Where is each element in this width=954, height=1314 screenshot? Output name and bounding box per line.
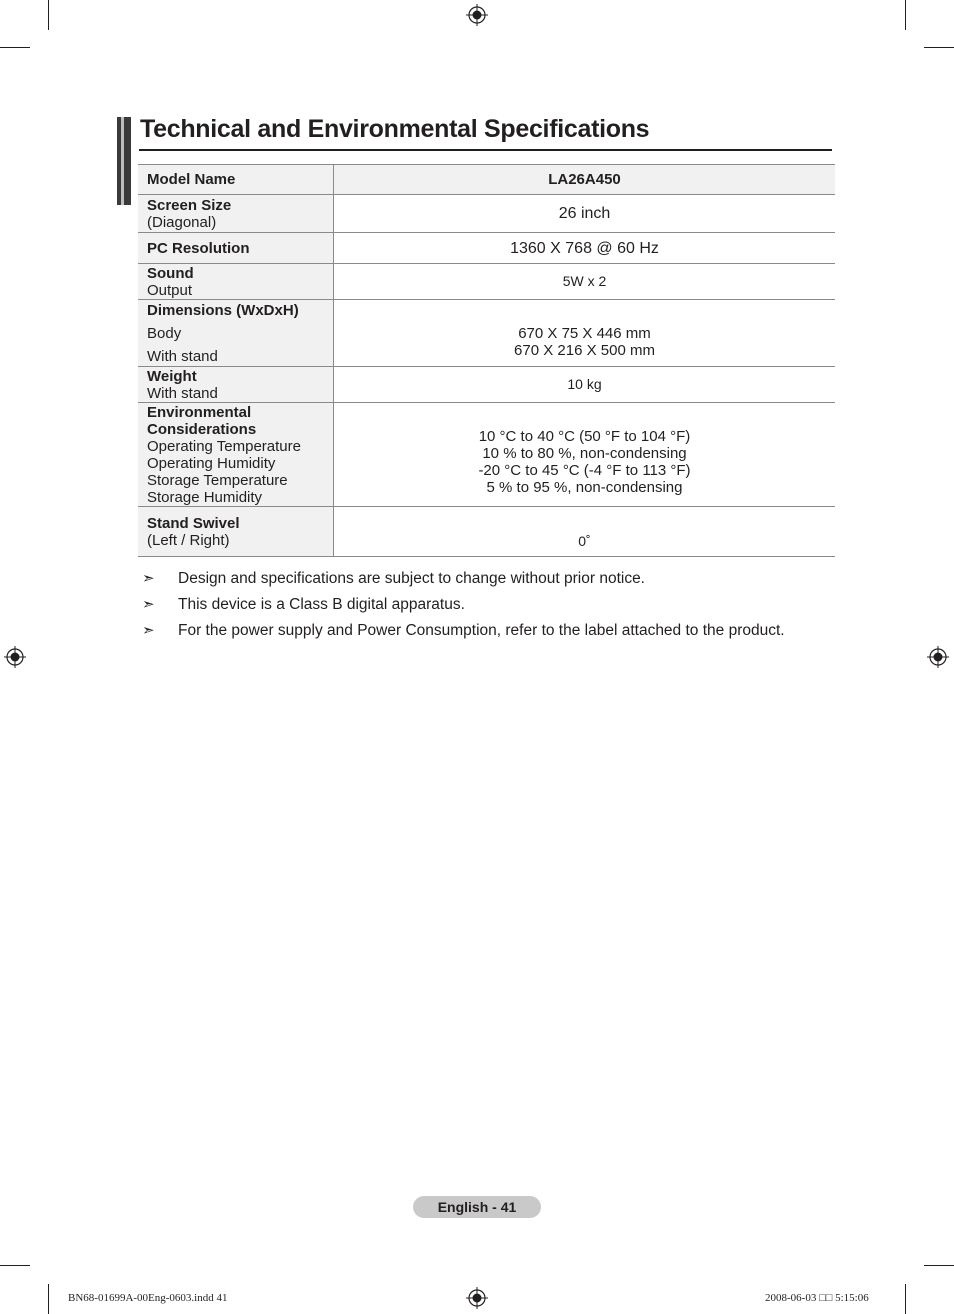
list-item [142, 596, 842, 622]
table-row [138, 233, 835, 264]
row-sublabel: Output [147, 281, 193, 299]
table-row [138, 403, 835, 507]
row-value: 10 °C to 40 °C (50 °F to 104 °F) [478, 428, 691, 445]
model-name-label: Model Name [147, 171, 236, 188]
page-title: Technical and Environmental Specifications [140, 115, 650, 143]
model-name-value: LA26A450 [548, 171, 621, 188]
row-value: 670 X 75 X 446 mm [518, 325, 651, 342]
row-sublabel: With stand [147, 384, 218, 402]
crop-mark [48, 0, 49, 30]
row-value: 10 % to 80 %, non-condensing [482, 445, 687, 462]
row-label: Dimensions (WxDxH) [147, 302, 299, 319]
crop-mark [924, 47, 954, 48]
crop-mark [0, 1265, 30, 1266]
table-row [138, 507, 835, 557]
row-label: Weight [147, 367, 197, 385]
registration-mark-icon [927, 646, 949, 668]
row-value: 5 % to 95 %, non-condensing [486, 479, 683, 496]
print-slug-date: 2008-06-03 □□ 5:15:06 [765, 1292, 869, 1304]
table-row [138, 264, 835, 300]
crop-mark [0, 47, 30, 48]
row-label: Screen Size [147, 196, 232, 214]
row-sublabel: (Left / Right) [147, 531, 230, 549]
row-value: 5W x 2 [562, 273, 607, 289]
row-value: 26 inch [558, 205, 611, 222]
list-item [142, 622, 842, 648]
row-value: 670 X 216 X 500 mm [514, 342, 655, 359]
row-sublabel: Storage Temperature [147, 471, 288, 489]
crop-mark [48, 1284, 49, 1314]
title-accent-bar [117, 117, 131, 205]
row-value: -20 °C to 45 °C (-4 °F to 113 °F) [478, 462, 691, 479]
row-label: PC Resolution [147, 239, 250, 257]
row-sublabel: Operating Temperature [147, 437, 301, 455]
crop-mark [905, 0, 906, 30]
table-row [138, 300, 835, 367]
note-text: For the power supply and Power Consumption, refer to the label attached to the product. [178, 622, 785, 639]
registration-mark-icon [466, 4, 488, 26]
row-sublabel: Operating Humidity [147, 454, 276, 472]
arrow-bullet-icon: ➣ [142, 622, 155, 639]
row-sublabel: Body [147, 325, 182, 342]
row-label: Environmental Considerations [147, 403, 257, 438]
notes-list [142, 570, 842, 648]
row-value: 10 kg [567, 376, 602, 392]
note-text: This device is a Class B digital apparatus. [178, 596, 465, 613]
table-row [138, 195, 835, 233]
arrow-bullet-icon: ➣ [142, 570, 155, 587]
crop-mark [905, 1284, 906, 1314]
registration-mark-icon [4, 646, 26, 668]
row-label: Stand Swivel [147, 514, 240, 532]
list-item [142, 570, 842, 596]
crop-mark [924, 1265, 954, 1266]
registration-mark-icon [466, 1287, 488, 1309]
arrow-bullet-icon: ➣ [142, 596, 155, 613]
specifications-table [138, 164, 835, 557]
title-underline [139, 149, 832, 151]
row-sublabel: (Diagonal) [147, 213, 217, 231]
page-number-badge: English - 41 [413, 1196, 541, 1218]
row-sublabel: Storage Humidity [147, 488, 263, 506]
row-label: Sound [147, 264, 194, 282]
print-slug-file: BN68-01699A-00Eng-0603.indd 41 [68, 1292, 228, 1304]
table-row [138, 367, 835, 403]
row-sublabel: With stand [147, 348, 218, 365]
table-header-row [138, 165, 835, 195]
row-value: 1360 X 768 @ 60 Hz [510, 239, 659, 257]
row-value: 0˚ [578, 533, 591, 549]
note-text: Design and specifications are subject to change without prior notice. [178, 570, 645, 587]
